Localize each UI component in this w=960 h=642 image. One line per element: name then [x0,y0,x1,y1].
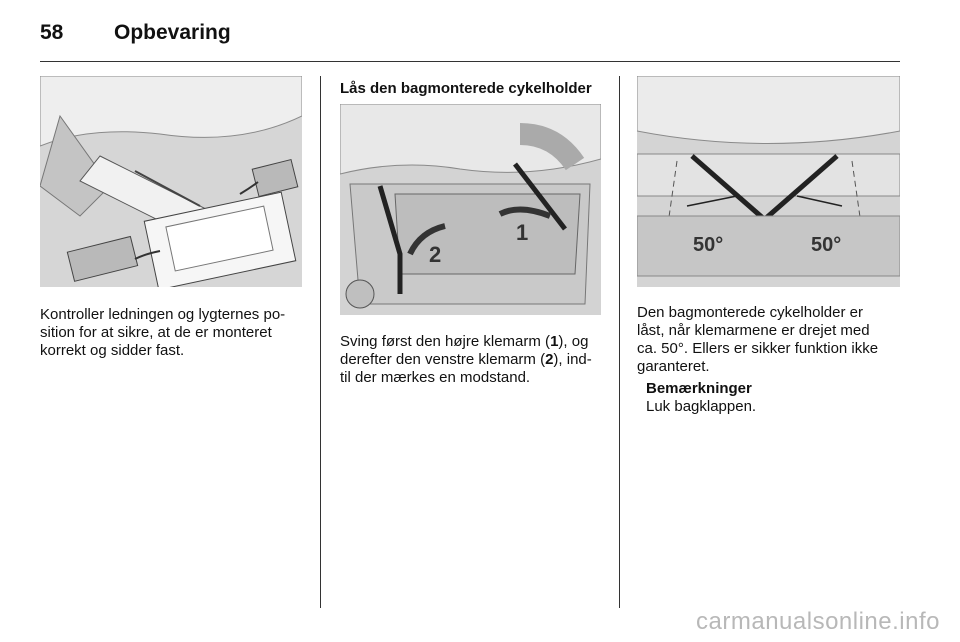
notes-heading: Bemærkninger [646,380,752,397]
col3-line-2: låst, når klemarmene er drejet med [637,322,870,339]
col3-line-3: ca. 50°. Ellers er sikker funktion ikke [637,340,879,357]
col1-line-1: Kontroller ledningen og lygternes po- [40,306,286,323]
page-title: Opbevaring [114,21,231,44]
clamp-angle-illustration [637,76,900,287]
col3-line-4: garanteret. [637,358,710,375]
col2-line-2b: ), ind- [553,351,592,368]
clamp-arm-illustration [340,104,601,315]
clamp-ref-1: 1 [550,333,559,350]
header-divider [40,61,900,62]
page-header [40,18,231,48]
locked-condition-text [637,304,909,376]
clamp-ref-2: 2 [545,351,554,368]
col2-line-1a: Sving først den højre klemarm ( [340,333,551,350]
angle-label-right: 50° [811,234,842,256]
tail-lights-check-text [40,306,310,360]
col2-line-1b: ), og [558,333,589,350]
column-divider-1 [320,76,321,608]
col1-line-3: korrekt og sidder fast. [40,342,185,359]
col3-line-1: Den bagmonterede cykelholder er [637,304,863,321]
col2-line-3: til der mærkes en modstand. [340,369,531,386]
page-number: 58 [40,21,64,44]
callout-2: 2 [429,242,442,267]
site-watermark: carmanualsonline.info [696,608,940,635]
col2-line-2a: derefter den venstre klemarm ( [340,351,546,368]
angle-label-left: 50° [693,234,724,256]
clamp-arm-drawing [340,104,601,315]
clamp-angle-drawing [637,76,900,287]
column-divider-2 [619,76,620,608]
tail-lights-illustration [40,76,302,287]
notes-text: Luk bagklappen. [646,398,757,415]
tail-lights-drawing [40,76,302,287]
col1-line-2: sition for at sikre, at de er monteret [40,324,272,341]
callout-1: 1 [516,220,529,245]
clamp-instruction-text [340,333,610,387]
section-heading: Lås den bagmonterede cykelholder [340,80,592,97]
